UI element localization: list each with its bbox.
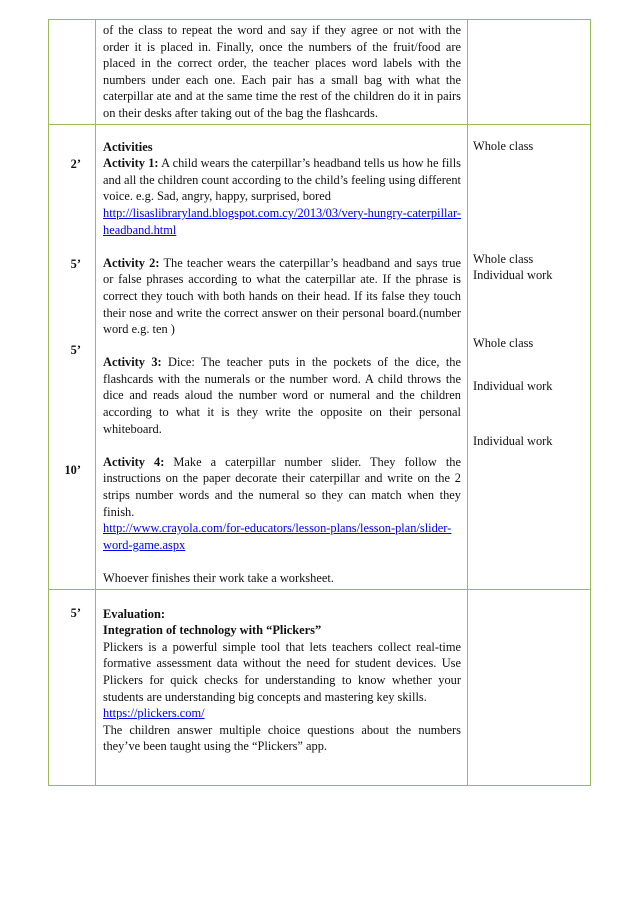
content-cell — [96, 124, 468, 589]
plickers-activity: The children answer multiple choice questions about the numbers they’ve been taught using the “Plickers” app. — [103, 722, 461, 754]
time-cell — [49, 20, 96, 125]
activity-2 — [103, 255, 461, 338]
org-activity-1: Whole class — [473, 138, 534, 153]
org-activity-2-line1: Whole class — [473, 251, 534, 266]
org-activity-3-line1: Whole class — [473, 335, 534, 350]
activities-heading: Activities — [103, 139, 153, 154]
org-activity-3-line2: Individual work — [473, 378, 553, 393]
table-row — [49, 20, 591, 125]
table-row — [49, 124, 591, 589]
activity-4-text: Make a caterpillar number slider. They follow the instructions on the paper decorate their caterpillar and write on the 2 strips number words and the numeral so they can match when they finish. — [103, 454, 461, 519]
time-evaluation: 5’ — [70, 605, 81, 620]
activity-3-text: Dice: The teacher puts in the pockets of the dice, the flashcards with the numerals or the number word. A child throws the dice and reads aloud the number word or numeral and the children according to what it is they write the opposite on their personal whiteboard. — [103, 355, 461, 436]
activity-1 — [103, 155, 461, 205]
activity-2-label: Activity 2: — [103, 255, 160, 270]
time-activity-3: 5’ — [70, 342, 81, 357]
lesson-plan-table — [48, 19, 591, 786]
org-activity-2-line2: Individual work — [473, 267, 553, 282]
plickers-link[interactable]: https://plickers.com/ — [103, 706, 205, 721]
time-activity-4: 10’ — [64, 462, 81, 477]
closing-note: Whoever finishes their work take a worksheet. — [103, 571, 334, 585]
content-cell — [96, 589, 468, 785]
headband-link[interactable]: http://lisaslibraryland.blogspot.com.cy/2013/03/very-hungry-caterpillar-headband.html — [103, 205, 461, 237]
organisation-cell — [468, 589, 591, 785]
continued-paragraph: of the class to repeat the word and say if they agree or not with the order it is placed in. Finally, once the numbers of the fruit/food are placed in the correct order, the teacher places word labels with the numbers under each one. Each pair has a small bag with what the caterpillar ate and at the same time the rest of the children do it in pairs on their desks after taking out of the bag the flashcards. — [103, 23, 461, 120]
activity-4-label: Activity 4: — [103, 454, 165, 469]
activity-3-label: Activity 3: — [103, 355, 162, 370]
activity-4 — [103, 454, 461, 520]
organisation-cell — [468, 20, 591, 125]
time-activity-1: 2’ — [70, 156, 81, 171]
activity-1-text: A child wears the caterpillar’s headband tells us how he fills and all the children count according to the child’s feeling using different voice. e.g. Sad, angry, happy, surprised, bored — [103, 156, 461, 204]
plickers-heading: Integration of technology with “Plickers” — [103, 623, 322, 638]
organisation-cell — [468, 124, 591, 589]
content-cell — [96, 20, 468, 125]
time-cell — [49, 589, 96, 785]
time-activity-2: 5’ — [70, 256, 81, 271]
crayola-link[interactable]: http://www.crayola.com/for-educators/lesson-plans/lesson-plan/slider-word-game.aspx — [103, 521, 452, 552]
time-cell — [49, 124, 96, 589]
table-row — [49, 589, 591, 785]
activity-3 — [103, 354, 461, 437]
activity-2-text: The teacher wears the caterpillar’s headband and says true or false phrases according to what the caterpillar ate. If the phrase is correct they touch with both hands on their head. If its false they touch their nose and write the correct answer on their personal board.(number word e.g. ten ) — [103, 255, 461, 337]
activity-1-label: Activity 1: — [103, 156, 159, 171]
evaluation-heading: Evaluation: — [103, 606, 165, 621]
org-activity-4: Individual work — [473, 433, 553, 448]
plickers-description: Plickers is a powerful simple tool that lets teachers collect real-time formative assessment data without the need for student devices. Use Plickers for quick checks for understanding to know whether your students are understanding big concepts and mastering key skills. — [103, 639, 461, 704]
